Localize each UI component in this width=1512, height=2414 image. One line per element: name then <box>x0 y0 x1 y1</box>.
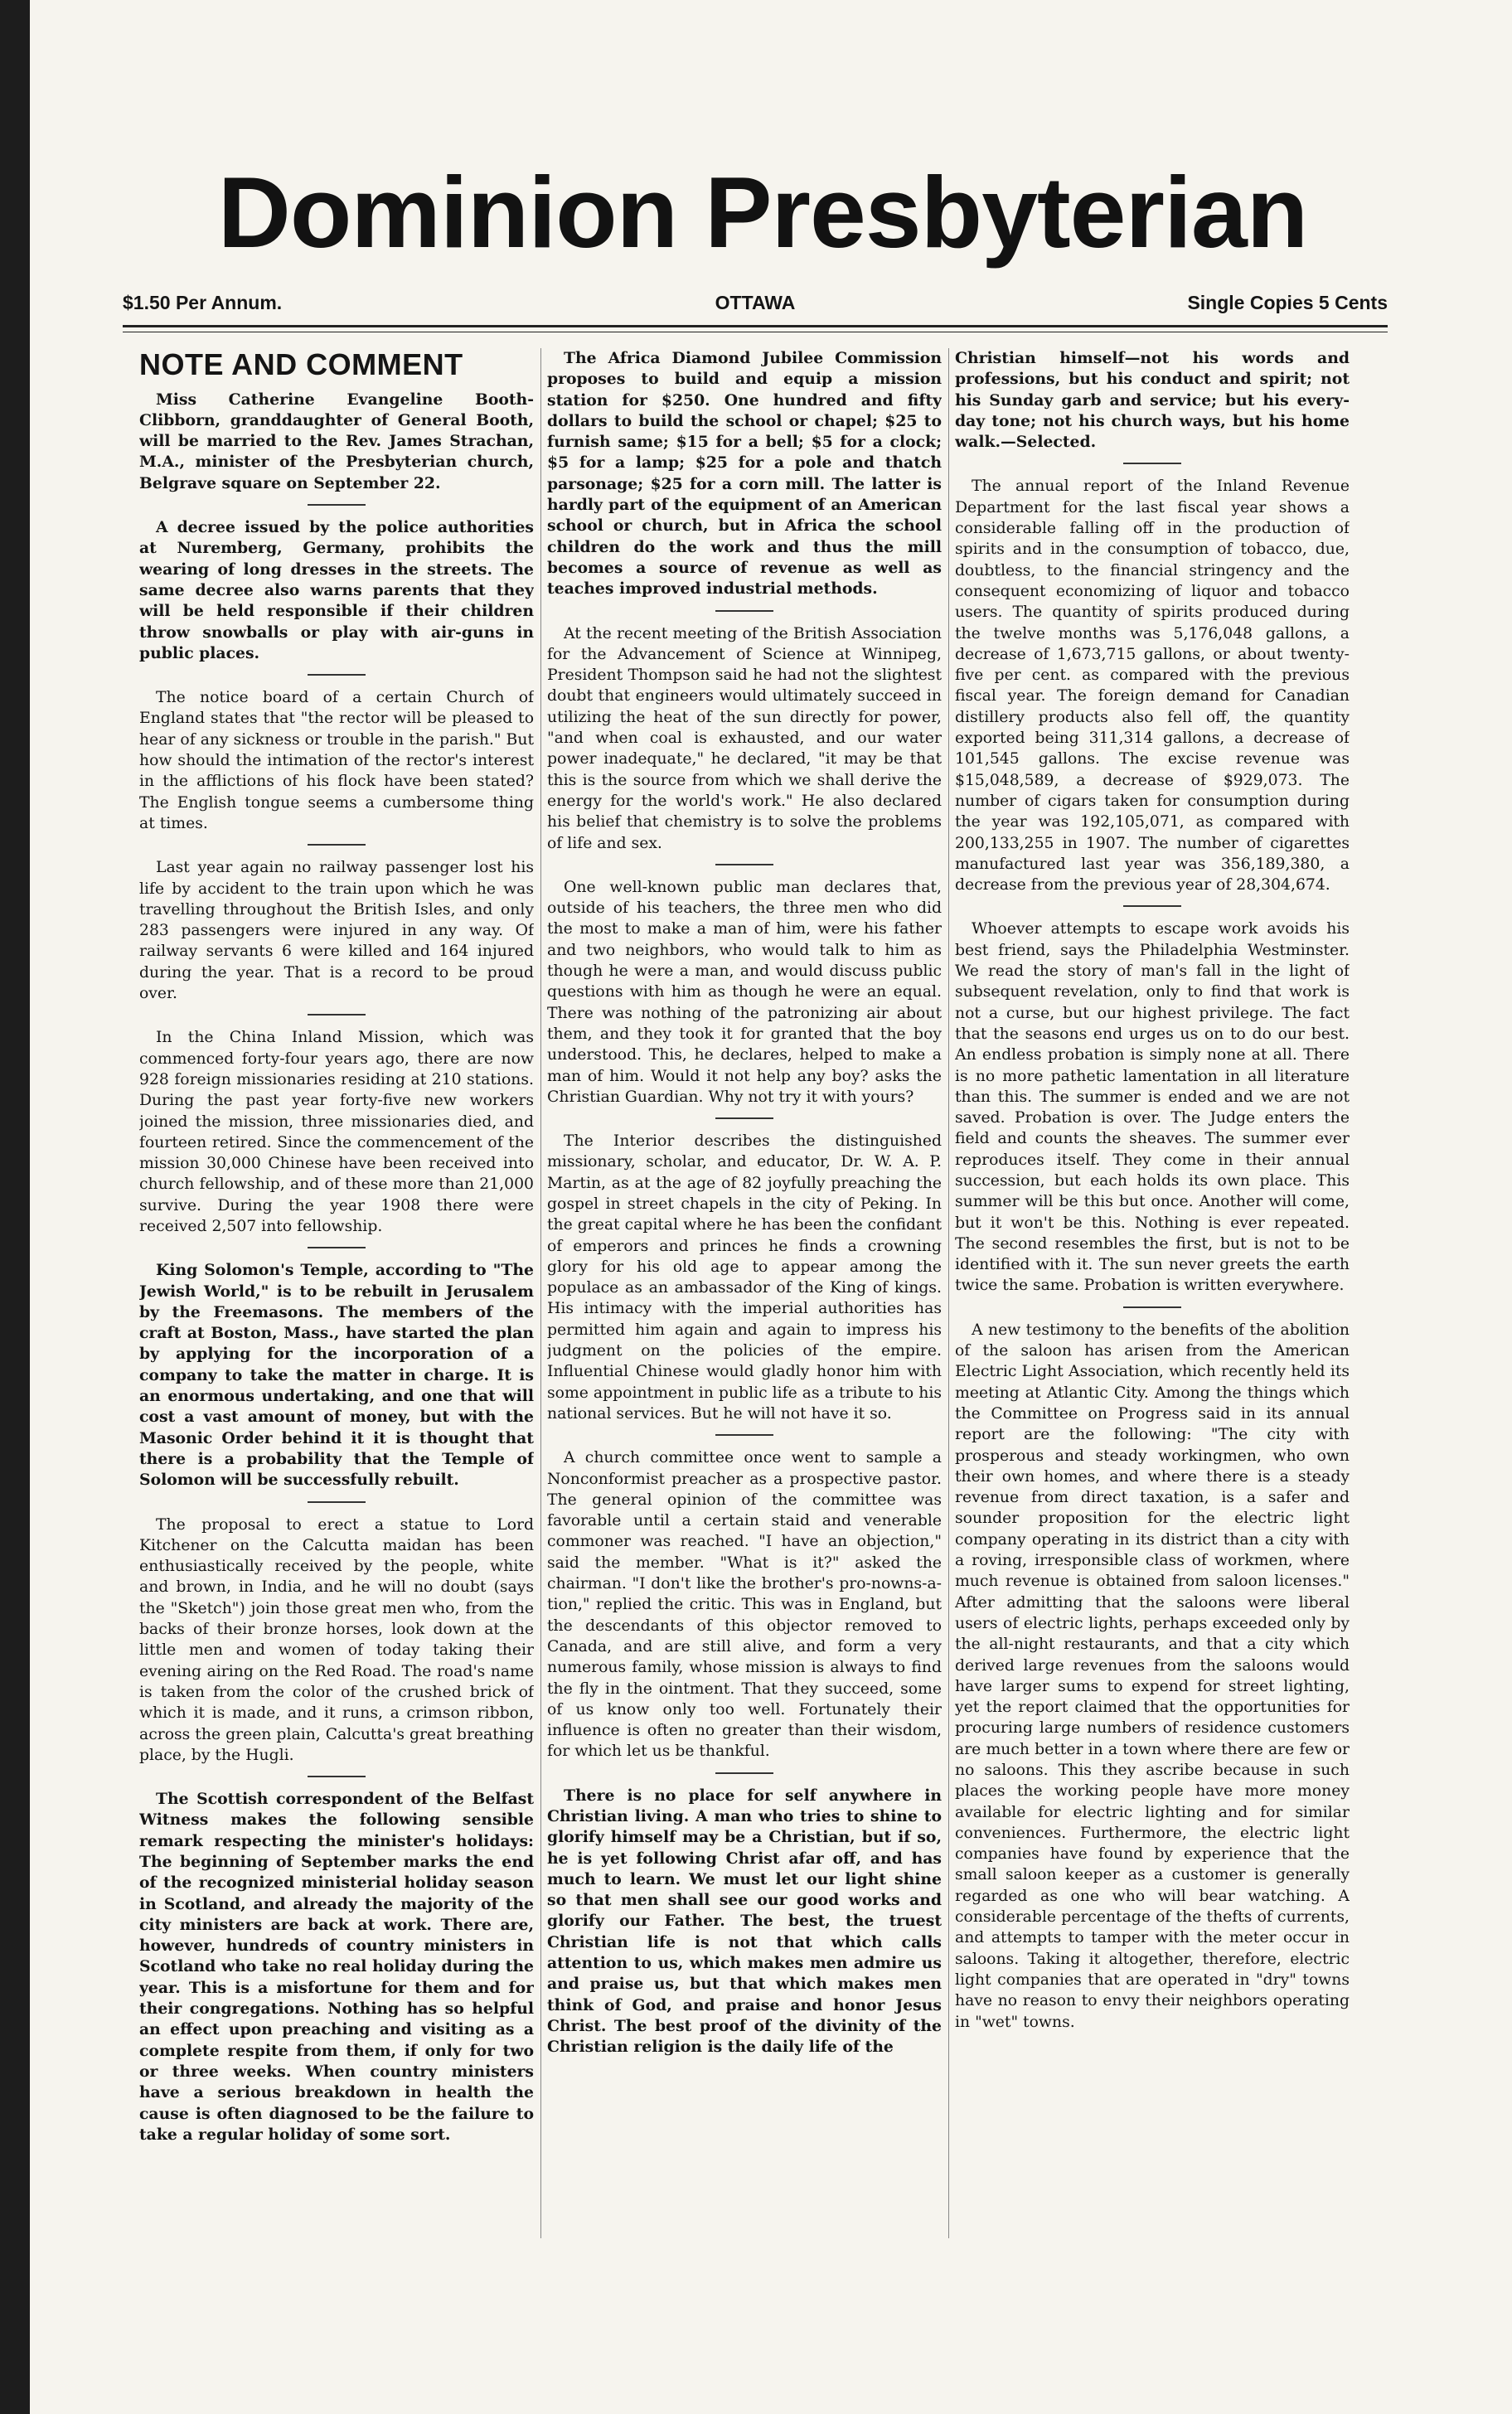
article-separator <box>308 844 366 846</box>
masthead-title: Dominion Presbyterian <box>217 156 1308 269</box>
subscription-price: $1.50 Per Annum. <box>123 292 283 313</box>
article-separator <box>1123 463 1181 464</box>
article-separator <box>715 1434 773 1436</box>
article-paragraph: A decree issued by the police authorities at Nuremberg, Germany, prohibits the wearing of long dresses in the streets. The same decree also warns parents that they will be held responsible if their children throw snowballs or play with air-guns in public places. <box>139 518 534 662</box>
article-paragraph: At the recent meeting of the British Association for the Advancement of Science at Winnipeg, President Thompson said he had not the slightest doubt that engineers would ultimately succeed in utilizing the heat of the sun directly for power, "and when coal is exhausted, and our water power inadequate," he declared, "it may be that this is the source from which we shall derive the energy for the world's work." He also declared his belief that chemistry is to solve the problems of life and sex. <box>547 624 942 852</box>
page-binding-edge <box>0 0 30 2414</box>
masthead-rule-thick <box>123 325 1388 327</box>
masthead-subhead <box>123 292 1388 318</box>
article-paragraph: The notice board of a certain Church of England states that "the rector will be pleased to hear of any sickness or trouble in the parish." But how should the intimation of the rector's interest in the afflictions of his flock have been stated? The English tongue seems a cumbersome thing at times. <box>139 689 534 832</box>
article-paragraph: The proposal to erect a statue to Lord Kitchener on the Calcutta maidan has been enthusiastically received by the people, white and brown, in India, and he will no doubt (says the "Sketch") join those great men who, from the backs of their bronze horses, look down at the little men and women of today taking their evening airing on the Red Road. The road's name is taken from the color of the crushed brick of which it is made, and it runs, a crimson ribbon, across the green plain, Calcutta's great breathing place, by the Hugli. <box>139 1515 534 1764</box>
single-copy-price: Single Copies 5 Cents <box>1187 292 1388 313</box>
dateline-city: OTTAWA <box>715 292 796 313</box>
column-2 <box>547 342 942 2273</box>
article-separator <box>715 1772 773 1774</box>
article-paragraph: The Scottish correspondent of the Belfast Witness makes the following sensible remark respecting the minister's holidays: The beginning of September marks the end of the recognized ministerial holiday season in Scotland, and already the majority of the city ministers are back at work. There are, however, hundreds of country ministers in Scotland who take no real holiday during the year. This is a misfortune for them and for their congregations. Nothing has so helpful an effect upon preaching and visiting as a complete respite from them, if only for two or three weeks. When country ministers have a serious breakdown in health the cause is often diagnosed to be the failure to take a regular holiday of some sort. <box>139 1790 534 2144</box>
article-paragraph: Whoever attempts to escape work avoids his best friend, says the Philadelphia Westminster. We read the story of man's fall in the light of subsequent revelation, only to find that work is not a curse, but our highest privilege. The fact that the seasons end urges us on to do our best. An endless probation is simply none at all. There is no more pathetic lamentation in all literature than this. The summer is ended and we are not saved. Probation is over. The Judge enters the field and counts the sheaves. The summer ever reproduces itself. They come in their annual succession, but each holds its own place. This summer will be this but once. Another will come, but it won't be this. Nothing is ever repeated. The second resembles the first, but is not to be identified with it. The sun never greets the earth twice the same. Probation is written everywhere. <box>955 920 1350 1295</box>
article-paragraph: Miss Catherine Evangeline Booth-Clibborn, granddaughter of General Booth, will be married to the Rev. James Strachan, M.A., minister of the Presbyterian church, Belgrave square on September 22. <box>139 390 534 492</box>
article-separator <box>1123 1306 1181 1308</box>
article-paragraph: Last year again no railway passenger lost his life by accident to the train upon which he was travelling throughout the British Isles, and only 283 passengers were injured in any way. Of railway servants 6 were killed and 164 injured during the year. That is a record to be proud over. <box>139 859 534 1003</box>
column-divider <box>948 348 949 2238</box>
article-paragraph: The annual report of the Inland Revenue Department for the last fiscal year shows a considerable falling off in the production of spirits and in the consumption of tobacco, due, doubtless, to the financial stringency and the consequent economizing of liquor and tobacco users. The quantity of spirits produced during the twelve months was 5,176,048 gallons, a decrease of 1,673,715 gallons, or about twenty-five per cent. as compared with the previous fiscal year. The foreign demand for Canadian distillery products also fell off, the quantity exported being 311,314 gallons, a decrease of 101,545 gallons. The excise revenue was $15,048,589, a decrease of $929,073. The number of cigars taken for consumption during the year was 192,105,071, as compared with 200,133,255 in 1907. The number of cigarettes manufactured last year was 356,189,380, a decrease from the previous year of 28,304,674. <box>955 477 1350 894</box>
column-divider <box>540 348 541 2238</box>
article-separator <box>308 504 366 506</box>
article-paragraph: The Africa Diamond Jubilee Commission proposes to build and equip a mission station for $250. One hundred and fifty dollars to build the school or chapel; $25 to furnish same; $15 for a bell; $5 for a clock; $5 for a lamp; $25 for a pole and thatch parsonage; $25 for a corn mill. The latter is hardly part of the equipment of an American school or church, but in Africa the school children do the work and thus the mill becomes a source of revenue as well as teaches improved industrial methods. <box>547 349 942 599</box>
article-separator <box>308 1776 366 1777</box>
article-separator <box>308 1014 366 1016</box>
article-separator <box>1123 905 1181 907</box>
article-separator <box>715 1117 773 1119</box>
article-separator <box>308 1247 366 1248</box>
column-3 <box>955 342 1350 2273</box>
article-paragraph: There is no place for self anywhere in Christian living. A man who tries to shine to glorify himself may be a Christian, but if so, he is yet following Christ afar off, and has much to learn. We must let our light shine so that men shall see our good works and glorify our Father. The best, the truest Christian life is not that which calls attention to us, which makes men admire us and praise us, but that which makes men think of God, and praise and honor Jesus Christ. The best proof of the divinity of the Christian religion is the daily life of the <box>547 1786 942 2057</box>
column-1 <box>139 342 534 2273</box>
article-separator <box>308 1501 366 1503</box>
article-paragraph: One well-known public man declares that, outside of his teachers, the three men who did the most to make a man of him, were his father and two neighbors, who would talk to him as though he were a man, and would discuss public questions with him as though he were an equal. There was nothing of the patronizing air about them, and they took it for granted that the boy understood. This, he declares, helped to make a man of him. Would it not help any boy? asks the Christian Guardian. Why not try it with yours? <box>547 878 942 1106</box>
article-separator <box>715 610 773 612</box>
article-paragraph: In the China Inland Mission, which was commenced forty-four years ago, there are now 928 foreign missionaries residing at 210 stations. During the past year forty-five new workers joined the mission, three missionaries died, and fourteen retired. Since the commencement of the mission 30,000 Chinese have been received into church fellowship, and of these more than 21,000 survive. During the year 1908 there were received 2,507 into fellowship. <box>139 1029 534 1235</box>
article-separator <box>308 674 366 676</box>
article-paragraph: King Solomon's Temple, according to "The Jewish World," is to be rebuilt in Jerusalem by the Freemasons. The members of the craft at Boston, Mass., have started the plan by applying for the incorporation of a company to take the matter in charge. It is an enormous undertaking, and one that will cost a vast amount of money, but with the Masonic Order behind it it is thought that there is a probability that the Temple of Solomon will be successfully rebuilt. <box>139 1261 534 1490</box>
article-paragraph: A new testimony to the benefits of the abolition of the saloon has arisen from the American Electric Light Association, which recently held its meeting at Atlantic City. Among the things which the Committee on Progress said in its annual report are the following: "The city with prosperous and steady workingmen, who own their own homes, and where there is a steady revenue from direct taxation, is a safer and sounder proposition for the electric light company operating in its district than a city with a roving, irresponsible class of workmen, where much revenue is obtained from saloon licenses." After admitting that the saloons were liberal users of electric lights, perhaps exceeded only by the all-night restaurants, and that a city which derived large revenues from the saloons would have larger sums to expend for street lighting, yet the report claimed that the opportunities for procuring large numbers of residence customers are much better in a town where there are few or no saloons. This they ascribe because in such places the working people have more money available for electric lighting and for similar conveniences. Furthermore, the electric light companies have found by experience that the small saloon keeper as a customer is generally regarded as one who will bear watching. A considerable percentage of the thefts of currents, and attempts to tamper with the meter occur in saloons. Taking it altogether, therefore, electric light companies that are operated in "dry" towns have no reason to envy their neighbors operating in "wet" towns. <box>955 1321 1350 2031</box>
article-paragraph: The Interior describes the distinguished missionary, scholar, and educator, Dr. W. A. P. Martin, as at the age of 82 joyfully preaching the gospel in street chapels in the city of Peking. In the great capital where he has been the confidant of emperors and princes he finds a crowning glory for his old age to appear among the populace as an ambassador of the King of kings. His intimacy with the imperial authorities has permitted him again and again to impress his judgment on the policies of the empire. Influential Chinese would gladly honor him with some appointment in public life as a tribute to his national services. But he will not have it so. <box>547 1132 942 1423</box>
article-paragraph: Christian himself—not his words and professions, but his conduct and spirit; not his Sunday garb and service; but his every-day tone; not his church ways, but his home walk.—Selected. <box>955 349 1350 452</box>
section-heading: NOTE AND COMMENT <box>139 347 463 381</box>
article-separator <box>715 864 773 865</box>
article-paragraph: A church committee once went to sample a Nonconformist preacher as a prospective pastor. The general opinion of the committee was favorable until a certain staid and venerable commoner was reached. "I have an objection," said the member. "What is it?" asked the chairman. "I don't like the brother's pro-nowns-a-tion," replied the critic. This was in England, but the descendants of this objector removed to Canada, and are still alive, and form a very numerous family, whose mission is always to find the fly in the ointment. That they succeed, some of us know only too well. Fortunately their influence is often no greater than their wisdom, for which let us be thankful. <box>547 1449 942 1761</box>
